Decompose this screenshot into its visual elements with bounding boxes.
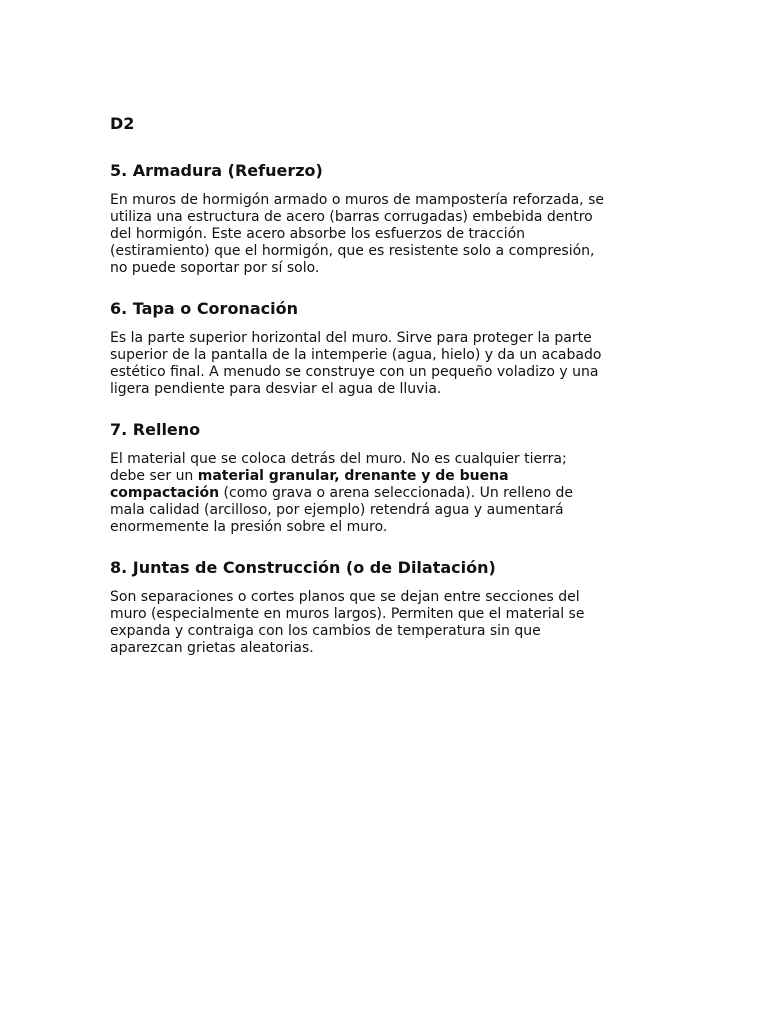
section-body: Son separaciones o cortes planos que se dejan entre secciones del muro (especialmente en muros largos). Permiten que el material se expanda y contraiga con los cambios de temperatura sin que aparezcan grietas aleatorias.	[110, 589, 585, 656]
section-heading: 5. Armadura (Refuerzo)	[110, 161, 323, 180]
section-body: Es la parte superior horizontal del muro. Sirve para proteger la parte superior de la pantalla de la intemperie (agua, hielo) y da un acabado estético final. A menudo se construye con un pequeño voladizo y una ligera pendiente para desviar el agua de lluvia.	[110, 330, 602, 397]
document-id-label: D2	[110, 114, 135, 133]
body-text-bold: material granular, drenante y de buena compactación	[110, 468, 509, 501]
body-text-pre: El material que se coloca detrás del muro. No es cualquier tierra; debe ser un	[110, 451, 567, 484]
section-heading: 6. Tapa o Coronación	[110, 299, 298, 318]
section-juntas	[110, 558, 670, 657]
section-heading: 7. Relleno	[110, 420, 201, 439]
section-body: En muros de hormigón armado o muros de mampostería reforzada, se utiliza una estructura de acero (barras corrugadas) embebida dentro del hormigón. Este acero absorbe los esfuerzos de tracción (estiramiento) que el hormigón, que es resistente solo a compresión, no puede soportar por sí solo.	[110, 192, 604, 276]
section-relleno	[110, 420, 670, 536]
body-text-post: (como grava o arena seleccionada). Un relleno de mala calidad (arcilloso, por ejemplo) retendrá agua y aumentará enormemente la presión sobre el muro.	[110, 485, 573, 535]
section-heading: 8. Juntas de Construcción (o de Dilatación)	[110, 558, 496, 577]
section-tapa-coronacion	[110, 299, 670, 398]
section-armadura	[110, 161, 670, 277]
document-page	[110, 114, 670, 679]
section-body	[110, 451, 670, 536]
